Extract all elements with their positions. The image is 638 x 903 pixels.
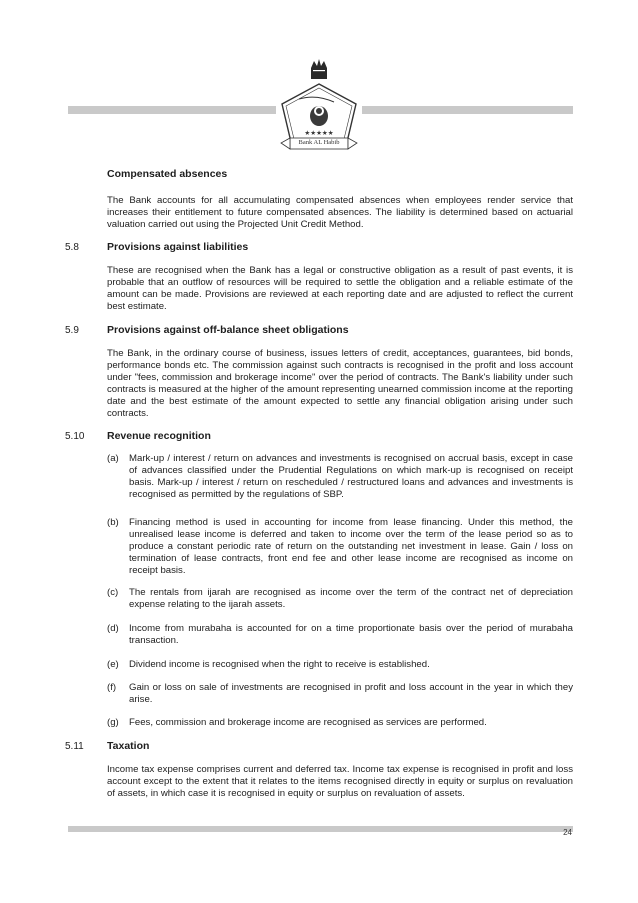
section-number-5-9: 5.9 [65, 325, 79, 336]
paragraph-compensated-absences [107, 195, 573, 231]
list-item-b [107, 517, 573, 577]
list-item-label: (b) [107, 517, 119, 528]
list-item-c [107, 587, 573, 611]
section-number-5-8: 5.8 [65, 242, 79, 253]
paragraph-text: The Bank accounts for all accumulating compensated absences when employees render service that increases their entitlement to future compensated absences. The liability is determined based on actuarial valuation carried out using the Projected Unit Credit Method. [107, 195, 573, 230]
list-item-text: Income from murabaha is accounted for on a time proportionate basis over the period of murabaha transaction. [129, 623, 573, 646]
list-item-label: (c) [107, 587, 119, 598]
list-item-f [107, 682, 573, 706]
logo-label: Bank AL Habib [298, 139, 340, 146]
list-item-label: (e) [107, 659, 119, 670]
paragraph-text: These are recognised when the Bank has a legal or constructive obligation as a result of past events, it is probable that an outflow of resources will be required to settle the obligation and a reliable estimate of the amount can be made. Provisions are reviewed at each reporting date and are adjusted to reflect the current best estimate. [107, 265, 573, 312]
paragraph-taxation [107, 764, 573, 800]
paragraph-provisions-liabilities [107, 265, 573, 313]
paragraph-text: The Bank, in the ordinary course of business, issues letters of credit, acceptances, guarantees, bid bonds, performance bonds etc. The commission against such contracts is recognised in the profit and loss account under "fees, commission and brokerage income" over the period of contracts. The Bank's liability under such contracts is measured at the higher of the amount representing unearned commission income at the reporting date and the best estimate of the amount expected to settle any financial obligation arising under such contracts. [107, 348, 573, 419]
paragraph-text: Income tax expense comprises current and deferred tax. Income tax expense is recognised in profit and loss account except to the extent that it relates to the items recognised directly in equity or surplus on revaluation of assets, in which case it is recognised in equity or surplus on revaluation of assets. [107, 764, 573, 799]
page-number: 24 [563, 828, 572, 837]
list-item-label: (g) [107, 717, 119, 728]
heading-provisions-liabilities: Provisions against liabilities [107, 241, 249, 253]
heading-revenue-recognition: Revenue recognition [107, 430, 211, 442]
list-item-text: The rentals from ijarah are recognised as income over the term of the contract net of depreciation expense relating to the ijarah assets. [129, 587, 573, 610]
heading-compensated-absences: Compensated absences [107, 168, 228, 180]
section-provisions-liabilities [107, 241, 573, 254]
paragraph-off-balance [107, 348, 573, 419]
list-item-text: Fees, commission and brokerage income are recognised as services are performed. [129, 717, 487, 728]
bank-logo [276, 58, 362, 158]
heading-off-balance: Provisions against off-balance sheet obligations [107, 324, 349, 336]
list-item-text: Gain or loss on sale of investments are recognised in profit and loss account in the year in which they arise. [129, 682, 573, 705]
list-item-a [107, 453, 573, 501]
section-taxation [107, 740, 573, 753]
section-off-balance [107, 324, 573, 337]
list-item-g [107, 717, 573, 729]
footer-rule [68, 826, 573, 832]
section-revenue-recognition [107, 430, 573, 443]
section-compensated-absences [107, 168, 573, 181]
heading-taxation: Taxation [107, 740, 150, 752]
list-item-e [107, 659, 573, 671]
section-number-5-10: 5.10 [65, 431, 85, 442]
list-item-label: (f) [107, 682, 117, 693]
svg-text:★★★★★: ★★★★★ [304, 130, 334, 137]
list-item-text: Financing method is used in accounting for income from lease financing. Under this method, the unrealised lease income is deferred and taken to income over the term of the lease period so as to produce a constant periodic rate of return on the outstanding net investment in lease. Gain / loss on termination of lease contracts, front end fee and other lease income are recognised as income on receipt basis. [129, 517, 573, 576]
list-item-text: Dividend income is recognised when the right to receive is established. [129, 659, 430, 670]
list-item-label: (d) [107, 623, 119, 634]
section-number-5-11: 5.11 [65, 741, 84, 752]
list-item-text: Mark-up / interest / return on advances and investments is recognised on accrual basis, except in case of advances classified under the Prudential Regulations on which mark-up is recognised on receipt basis. Mark-up / interest / return on rescheduled / restructured loans and advances and investments is recognised as permitted by the regulations of SBP. [129, 453, 573, 500]
list-item-d [107, 623, 573, 647]
list-item-label: (a) [107, 453, 119, 464]
